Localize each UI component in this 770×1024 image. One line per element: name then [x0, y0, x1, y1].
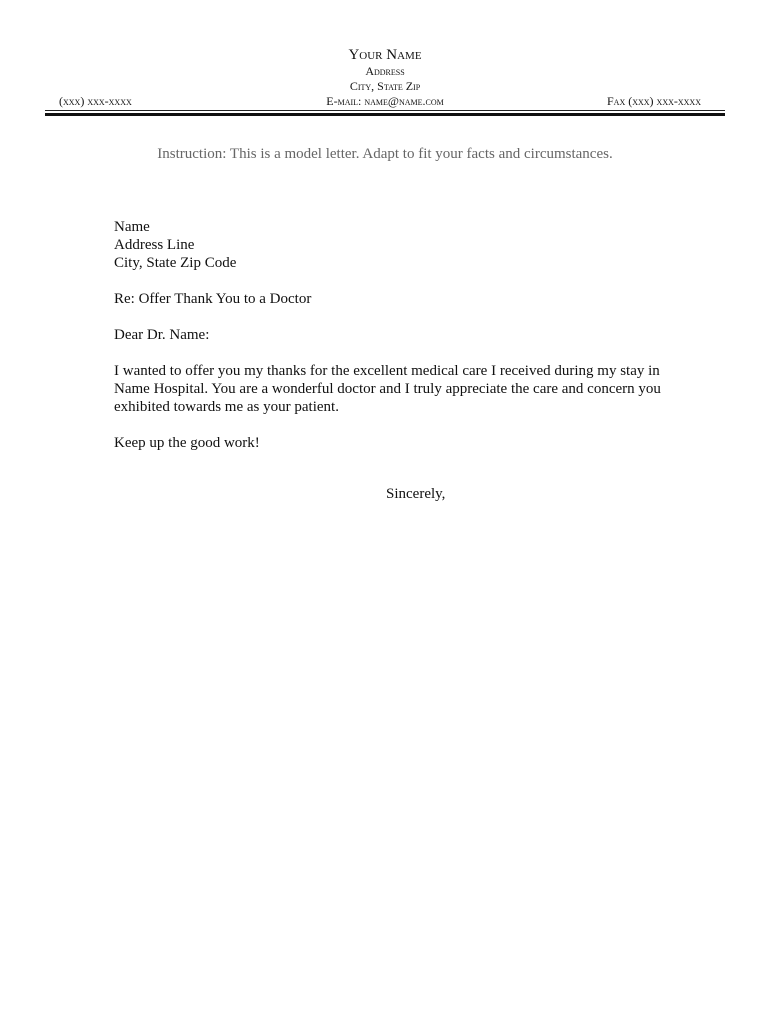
recipient-block: [114, 218, 674, 272]
closing-line: Keep up the good work!: [114, 435, 260, 451]
recipient-city-state-zip: City, State Zip Code: [114, 255, 237, 271]
letterhead-divider-thin: [45, 110, 725, 111]
body-line: I wanted to offer you my thanks for the excellent medical care I received during my stay in: [114, 363, 660, 379]
recipient-name: Name: [114, 219, 150, 235]
recipient-address-line: Address Line: [114, 237, 195, 253]
sender-email: E-mail: name@name.com: [326, 94, 444, 108]
body-line: Name Hospital. You are a wonderful doctor and I truly appreciate the care and concern you: [114, 381, 661, 397]
sender-phone: (xxx) xxx-xxxx: [59, 94, 132, 108]
letterhead: [45, 46, 725, 109]
sender-fax: Fax (xxx) xxx-xxxx: [607, 94, 701, 108]
instruction-note: Instruction: This is a model letter. Adapt to fit your facts and circumstances.: [157, 146, 613, 162]
subject-line: Re: Offer Thank You to a Doctor: [114, 291, 312, 307]
signoff: Sincerely,: [386, 486, 446, 502]
sender-address: Address: [365, 64, 405, 78]
body-line: exhibited towards me as your patient.: [114, 399, 339, 415]
sender-name: Your Name: [348, 47, 422, 63]
letterhead-divider-thick: [45, 113, 725, 116]
salutation: Dear Dr. Name:: [114, 327, 210, 343]
sender-city-state-zip: City, State Zip: [349, 79, 421, 93]
letterhead-contact-row: [45, 94, 725, 109]
body-paragraph: [114, 362, 674, 416]
